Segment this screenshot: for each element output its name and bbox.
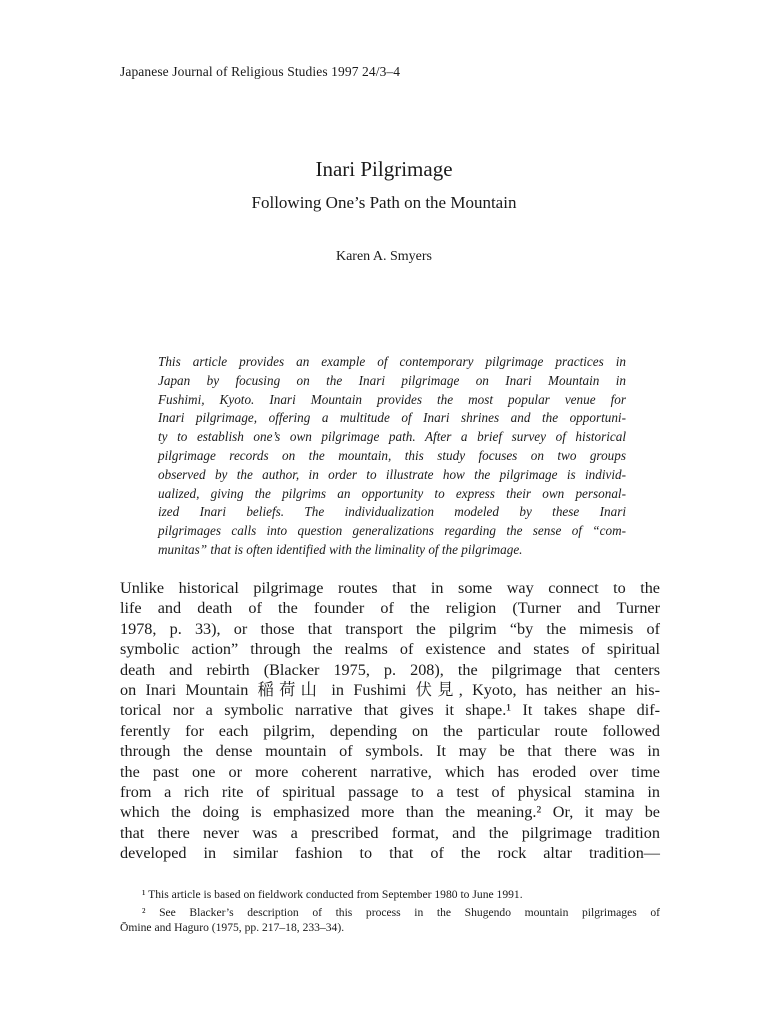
abstract-line: ualized, giving the pilgrims an opportunity to express their own personal- [158,485,626,501]
article-subtitle: Following One’s Path on the Mountain [251,193,517,212]
body-line: symbolic action” through the realms of existence and states of spiritual [120,640,660,659]
body-line: torical nor a symbolic narrative that gives it shape.¹ It takes shape dif- [120,701,660,720]
footnote-1 [120,887,660,902]
body-line: that there never was a prescribed format, and the pilgrimage tradition [120,823,660,842]
abstract-line: pilgrimage records on the mountain, this study focuses on two groups [158,447,626,463]
abstract-line: This article provides an example of contemporary pilgrimage practices in [158,354,626,369]
footnote-line: ¹ This article is based on fieldwork conducted from September 1980 to June 1991. [142,888,523,901]
body-line: Unlike historical pilgrimage routes that in some way connect to the [120,579,660,597]
abstract-line: pilgrimages calls into question generalizations regarding the sense of “com- [158,523,626,539]
body-line: from a rich rite of spiritual passage to a test of physical stamina in [120,783,660,802]
body-line: developed in similar fashion to that of the rock altar tradition— [120,844,660,863]
abstract-line: Japan by focusing on the Inari pilgrimage on Inari Mountain in [158,372,626,388]
footnote-line: Ōmine and Haguro (1975, pp. 217–18, 233–34). [120,921,345,934]
footnote-2 [120,905,660,935]
body-line: on Inari Mountain 稲荷山 in Fushimi 伏見, Kyoto, has neither an his- [120,681,660,700]
body-line: life and death of the founder of the religion (Turner and Turner [120,599,660,618]
running-head: Japanese Journal of Religious Studies 1997 24/3–4 [120,64,401,79]
body-line: death and rebirth (Blacker 1975, p. 208), the pilgrimage that centers [120,660,660,679]
abstract-line: ty to establish one’s own pilgrimage path. After a brief survey of historical [158,429,626,445]
body-text [120,578,660,864]
abstract-line: ized Inari beliefs. The individualization modeled by these Inari [158,504,626,520]
body-line: which the doing is emphasized more than the meaning.² Or, it may be [120,803,660,822]
body-line: 1978, p. 33), or those that transport the pilgrim “by the mimesis of [120,619,660,638]
abstract-line: munitas” that is often identified with the liminality of the pilgrimage. [158,541,523,557]
body-line: the past one or more coherent narrative, which has eroded over time [120,762,660,781]
author-name: Karen A. Smyers [335,249,433,264]
abstract-line: Fushimi, Kyoto. Inari Mountain provides the most popular venue for [158,391,626,407]
body-line: ferently for each pilgrim, depending on the particular route followed [120,721,660,740]
abstract [158,353,626,560]
article-title: Inari Pilgrimage [315,157,453,181]
footnote-line: ² See Blacker’s description of this process in the Shugendo mountain pilgrimages of [142,906,660,919]
abstract-line: observed by the author, in order to illustrate how the pilgrimage is individ- [158,466,626,482]
abstract-line: Inari pilgrimage, offering a multitude of Inari shrines and the opportuni- [158,410,626,426]
body-line: through the dense mountain of symbols. It may be that there was in [120,742,660,761]
